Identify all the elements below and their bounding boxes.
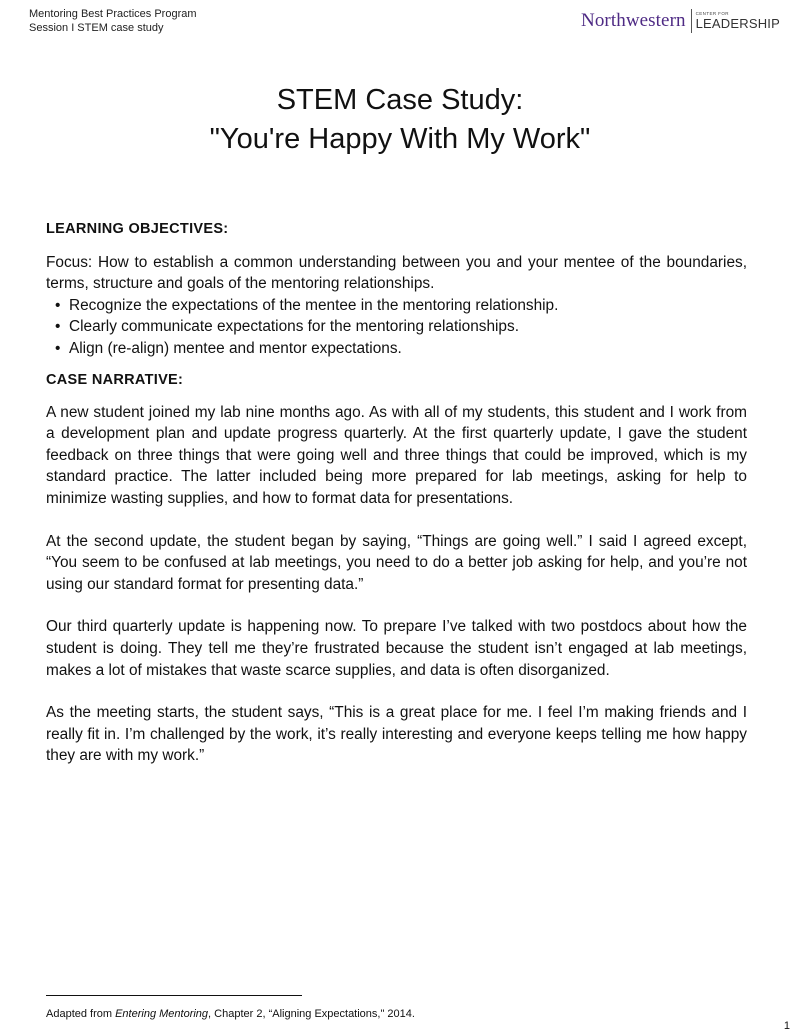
narrative-paragraph-2: At the second update, the student began by saying, “Things are going well.” I said I agreed except, “You seem to be confused at lab meetings, you need to do a better job asking for help, and you’re not using our standard format for presenting data.” — [46, 532, 747, 593]
footnote-prefix: Adapted from — [46, 1008, 116, 1020]
footnote-divider — [46, 995, 302, 996]
logo-leadership-block — [696, 12, 780, 31]
footnote-suffix: , Chapter 2, “Aligning Expectations," 2014. — [208, 1008, 415, 1020]
logo-divider — [691, 9, 692, 33]
program-name: Mentoring Best Practices Program — [29, 8, 197, 20]
list-item: • Align (re-align) mentee and mentor expectations. — [46, 338, 747, 360]
footnote-book-title: Entering Mentoring — [115, 1008, 209, 1020]
case-narrative-section — [46, 370, 747, 767]
session-name: Session I STEM case study — [29, 22, 164, 34]
focus-statement: Focus: How to establish a common understanding between you and your mentee of the boundaries, terms, structure and goals of the mentoring relationships. — [46, 253, 747, 293]
northwestern-leadership-logo — [581, 9, 780, 33]
logo-northwestern-wordmark: Northwestern — [581, 10, 686, 31]
objectives-list — [46, 295, 747, 360]
logo-center-for: CENTER FOR — [695, 10, 729, 16]
footnote — [46, 1008, 415, 1020]
learning-objectives-section — [46, 219, 747, 360]
narrative-paragraph-4: As the meeting starts, the student says, “This is a great place for me. I feel I’m making friends and I really fit in. I’m challenged by the work, it’s really interesting and everyone keeps telling me how happy they are with my work.” — [46, 704, 747, 765]
list-item: • Clearly communicate expectations for the mentoring relationships. — [46, 316, 747, 338]
page-number: 1 — [783, 1020, 790, 1032]
page-title — [0, 81, 800, 159]
list-item: • Recognize the expectations of the mentee in the mentoring relationship. — [46, 295, 747, 317]
case-narrative-heading: CASE NARRATIVE: — [46, 372, 184, 388]
narrative-paragraph-3: Our third quarterly update is happening now. To prepare I’ve talked with two postdocs about how the student is doing. They tell me they’re frustrated because the student isn’t engaged at lab meetings, makes a lot of mistakes that waste scarce supplies, and data is often disorganized. — [46, 618, 747, 679]
title-line-2: "You're Happy With My Work" — [209, 123, 591, 155]
learning-objectives-heading: LEARNING OBJECTIVES: — [46, 221, 229, 237]
logo-leadership-wordmark: LEADERSHIP — [695, 16, 780, 32]
document-header — [29, 7, 197, 35]
narrative-paragraph-1: A new student joined my lab nine months ago. As with all of my students, this student and I work from a development plan and update progress quarterly. At the first quarterly update, I gave the student feedback on three things that were going well and three things that could be improved, which is my standard practice. The latter included being more prepared for lab meetings, asking for help to minimize wasting supplies, and how to format data for presentations. — [46, 403, 747, 507]
title-line-1: STEM Case Study: — [276, 84, 524, 116]
